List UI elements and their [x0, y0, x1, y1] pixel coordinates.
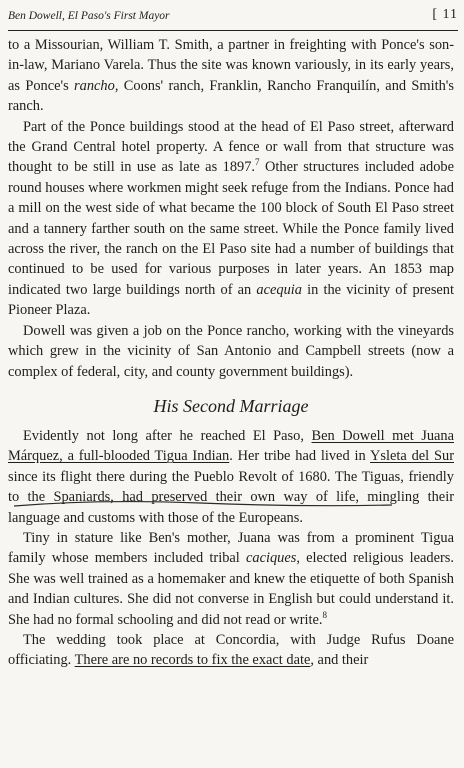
text-run: The wedding took place at Concordia, with Judge Rufus Doane officiating. — [8, 631, 454, 669]
text-run: Tiny in stature like Ben's mother, Juana was from a prominent Tigua family whose members included tribal — [8, 529, 454, 567]
text-run: . Her tribe had lived in — [229, 448, 370, 465]
page-number: [ 11 — [432, 7, 458, 22]
running-head: Ben Dowell, El Paso's First Mayor — [8, 10, 170, 22]
text-run: in the vicinity of present Pioneer Plaza. — [8, 281, 455, 319]
text-run: Other structures included adobe round houses where workmen might seek refuge from the Indians. Ponce had a mill on the west side of what became the 100 block of South El Paso street and a tannery farther south on the same street. While the Ponce family lived across the river, the ranch on the El Paso site had a number of buildings that continued to be used for various purposes in later years. An 1853 map indicated two large buildings north of an — [8, 159, 454, 298]
paragraph-3 — [8, 321, 454, 382]
text-run: to a Missourian, William T. Smith, a partner in freighting with Ponce's son-in-law, Mariano Varela. Thus the site was known variously, in its early years, as Ponce's — [8, 37, 454, 94]
italic-term: acequia — [256, 281, 302, 298]
text-run: since its flight there during the Pueblo Revolt of 1680. The Tiguas, friendly to the Spaniards, had preserved their own way of life, mingling their language and customs with those of the Europeans. — [8, 468, 454, 526]
footnote-marker: 7 — [255, 157, 260, 168]
underlined-text: There are no records to fix the exact date — [74, 652, 311, 669]
text-run: , elected religious leaders. She was well trained as a homemaker and knew the etiquette of both Spanish and Indian cultures. She did not converse in English but could understand it. She had no formal schooling and did not read or write. — [8, 550, 454, 628]
paragraph-1 — [8, 35, 454, 117]
paragraph-4 — [8, 426, 454, 528]
text-run: , Coons' ranch, Franklin, Rancho Franquilín, and Smith's ranch. — [8, 77, 455, 115]
text-run: Dowell was given a job on the Ponce rancho, working with the vineyards which grew in the vicinity of San Antonio and Campbell streets (now a complex of federal, city, and county government buildings). — [8, 322, 454, 380]
paragraph-6 — [8, 630, 454, 671]
italic-term: caciques — [246, 550, 297, 567]
underlined-text: Ben Dowell met Juana Márquez, a full-blooded Tigua Indian — [8, 427, 455, 465]
text-run: Evidently not long after he reached El Paso, — [23, 427, 312, 444]
footnote-marker: 8 — [322, 609, 328, 620]
underlined-text: Ysleta del Sur — [369, 448, 454, 465]
text-run: Part of the Ponce buildings stood at the head of El Paso street, afterward the Grand Central hotel property. A fence or wall from that structure was thought to be still in use as late as 1897. — [8, 118, 454, 176]
text-run: , and their — [310, 652, 369, 669]
body-text — [8, 35, 454, 671]
paragraph-5 — [8, 528, 454, 630]
italic-term: rancho — [74, 77, 115, 94]
section-heading: His Second Marriage — [153, 395, 309, 416]
paragraph-2 — [8, 117, 454, 321]
page-header — [8, 8, 458, 31]
